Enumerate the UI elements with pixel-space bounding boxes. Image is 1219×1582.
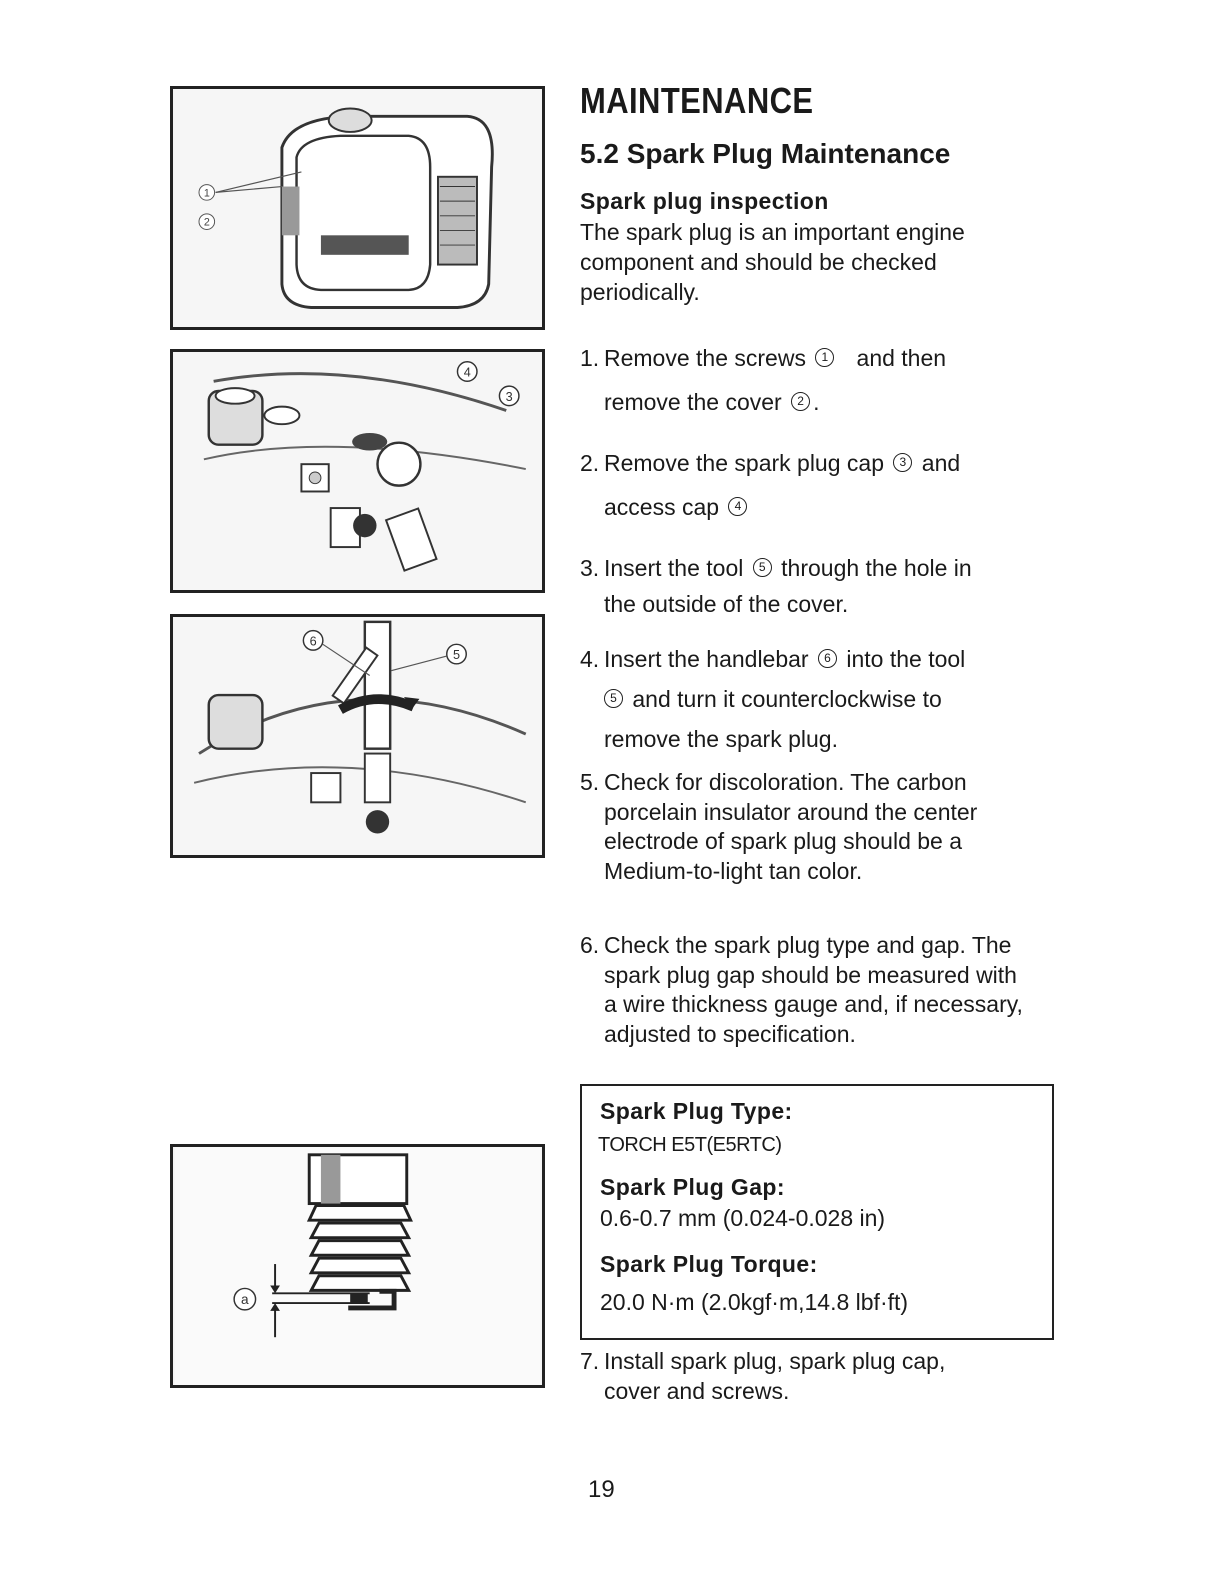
step-text: . [813,389,820,415]
access-cap-illustration [173,352,542,590]
callout-marker: 5 [753,558,772,577]
step-text: the outside of the cover. [604,591,849,617]
section-title: MAINTENANCE [580,80,814,121]
fig1-label-1: 1 [203,187,210,200]
step-text: and turn it counterclockwise to [632,686,942,712]
callout-marker: 2 [791,392,810,411]
tool-illustration [173,617,542,855]
fig1-label-2: 2 [203,216,210,229]
step-number: 1. [580,345,600,371]
step-text: Check the spark plug type and gap. The spark plug gap should be measured with a wire thickness gauge and, if necessary, adjusted to specification. [604,932,1023,1047]
spark-plug-illustration [173,1147,542,1385]
step-number: 3. [580,555,600,581]
spec-gap-value: 0.6-0.7 mm (0.024-0.028 in) [600,1205,886,1231]
step-text: remove the cover [604,389,782,415]
step-number: 7. [580,1348,600,1374]
inspection-text: The spark plug is an important engine component and should be checked periodically. [580,219,965,305]
callout-marker: 4 [728,497,747,516]
step-number: 6. [580,932,600,958]
step-number: 5. [580,769,600,795]
callout-marker: 1 [815,348,834,367]
step-number: 2. [580,450,600,476]
step-number: 4. [580,646,600,672]
step-text: Insert the tool [604,555,744,581]
spec-gap-label: Spark Plug Gap: [600,1174,785,1200]
step-text: remove the spark plug. [604,726,838,752]
step-text: access cap [604,494,720,520]
step-text: Check for discoloration. The carbon porcelain insulator around the center electrode of spark plug should be a Medium-to-light tan color. [604,769,978,884]
figure-generator-cover [170,86,545,330]
step-text: into the tool [846,646,966,672]
step-text: Insert the handlebar [604,646,809,672]
fig3-label-6: 6 [309,634,317,649]
callout-marker: 3 [893,453,912,472]
generator-illustration [173,89,542,327]
fig2-label-4: 4 [463,365,471,380]
callout-marker: 5 [604,689,623,708]
fig4-label-a: a [241,1292,249,1308]
figure-tool-handlebar [170,614,545,858]
step-text: Remove the screws [604,345,806,371]
inspection-heading: Spark plug inspection [580,188,829,214]
callout-marker: 6 [818,649,837,668]
step-text: and then [856,345,947,371]
spark-plug-spec-box [580,1084,1054,1340]
spec-type-label: Spark Plug Type: [600,1098,793,1124]
fig2-label-3: 3 [505,389,513,404]
spec-torque-value: 20.0 N·m (2.0kgf·m,14.8 lbf·ft) [600,1289,909,1315]
figure-spark-plug-cap [170,349,545,593]
step-text: Install spark plug, spark plug cap, cover and screws. [604,1348,946,1404]
spec-type-value: TORCH E5T(E5RTC) [598,1134,782,1156]
subsection-title: 5.2 Spark Plug Maintenance [580,138,951,169]
figure-spark-plug-gap [170,1144,545,1388]
step-text: and [921,450,961,476]
spec-torque-label: Spark Plug Torque: [600,1251,818,1277]
fig3-label-5: 5 [452,647,461,662]
step-text: Remove the spark plug cap [604,450,884,476]
page-number: 19 [588,1476,615,1503]
step-text: through the hole in [781,555,972,581]
